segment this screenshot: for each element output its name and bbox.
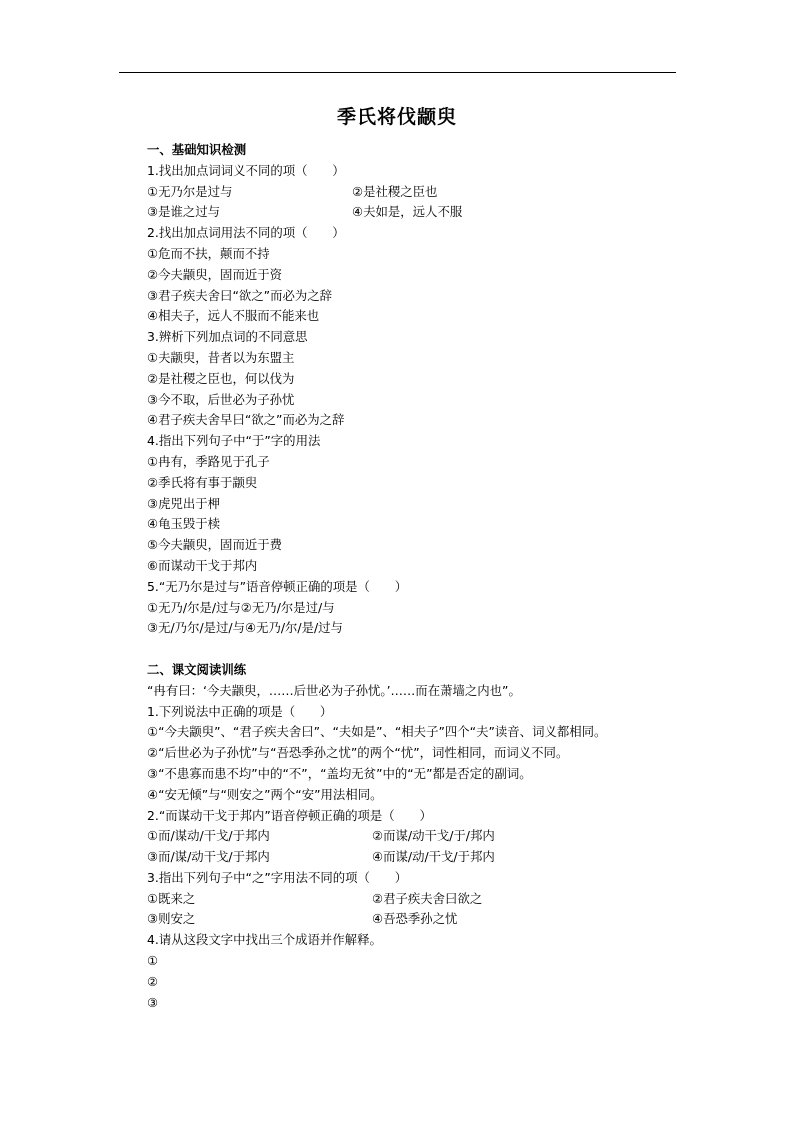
option: ③则安之 — [147, 911, 196, 927]
question-5-stem: 5.“无乃尔是过与”语音停顿正确的项是（ ） — [147, 578, 408, 594]
answer-blank: ① — [147, 953, 159, 969]
option: ①危而不扶，颠而不持 — [147, 245, 270, 261]
page-title: 季氏将伐颛臾 — [336, 106, 457, 128]
answer-blank: ③ — [147, 994, 159, 1010]
option: ①夫颛臾，昔者以为东盟主 — [147, 349, 295, 365]
option: ③而/谋/动干戈/于邦内 — [147, 849, 270, 865]
reading-question-1-stem: 1.下列说法中正确的项是（ ） — [147, 703, 333, 719]
reading-passage: “冉有曰：‘今夫颛臾，……后世必为子孙忧。’……而在萧墙之内也”。 — [147, 682, 521, 698]
document-body — [147, 140, 707, 1013]
option: ①而/谋动/干戈/于邦内 — [147, 828, 270, 844]
reading-question-2-options-row-2 — [147, 847, 707, 868]
option: ③今不取，后世必为子孙忧 — [147, 391, 295, 407]
option: ④君子疾夫舍早曰“欲之”而必为之辞 — [147, 412, 345, 428]
option: ②君子疾夫舍曰欲之 — [372, 890, 483, 906]
question-4-stem: 4.指出下列句子中“于”字的用法 — [147, 433, 321, 449]
reading-question-2-options-row-1 — [147, 826, 707, 847]
option: ②而谋/动干戈/于/邦内 — [372, 828, 495, 844]
header-rule — [119, 72, 676, 73]
reading-question-4-stem: 4.请从这段文字中找出三个成语并作解释。 — [147, 932, 382, 948]
option: ②是社稷之臣也，何以伐为 — [147, 370, 295, 386]
option: ⑤今夫颛臾，固而近于费 — [147, 537, 283, 553]
option: ①冉有，季路见于孔子 — [147, 453, 270, 469]
option: ①“今夫颛臾”、“君子疾夫舍曰”、“夫如是”、“相夫子”四个“夫”读音、词义都相同。 — [147, 724, 607, 740]
option: ③虎兕出于柙 — [147, 495, 221, 511]
option: ④龟玉毁于椟 — [147, 516, 221, 532]
section1-heading: 一、基础知识检测 — [147, 142, 247, 157]
option: ④夫如是，远人不服 — [352, 204, 463, 220]
question-3-stem: 3.辨析下列加点词的不同意思 — [147, 329, 308, 345]
option: ④而谋/动/干戈/于邦内 — [372, 849, 495, 865]
option: ③“不患寡而患不均”中的“不”，“盖均无贫”中的“无”都是否定的副词。 — [147, 765, 532, 781]
question-1-stem: 1.找出加点词词义不同的项（ ） — [147, 162, 345, 178]
option: ⑥而谋动干戈于邦内 — [147, 557, 258, 573]
option: ②“后世必为子孙忧”与“吾恐季孙之忧”的两个“忧”，词性相同，而词义不同。 — [147, 745, 569, 761]
option: ④相夫子，远人不服而不能来也 — [147, 308, 320, 324]
reading-question-3-options-row-1 — [147, 889, 707, 910]
option: ③无/乃尔/是过/与④无乃/尔/是/过与 — [147, 620, 343, 636]
answer-blank: ② — [147, 973, 159, 989]
reading-question-3-options-row-2 — [147, 909, 707, 930]
option: ③是谁之过与 — [147, 204, 221, 220]
option: ②今夫颛臾，固而近于资 — [147, 266, 283, 282]
option: ④吾恐季孙之忧 — [372, 911, 458, 927]
option: ①无乃/尔是/过与②无乃/尔是过/与 — [147, 599, 335, 615]
question-1-options-row-2 — [147, 202, 707, 223]
reading-question-2-stem: 2.“而谋动干戈于邦内”语音停顿正确的项是（ ） — [147, 807, 432, 823]
option: ①无乃尔是过与 — [147, 183, 233, 199]
option: ②是社稷之臣也 — [352, 183, 438, 199]
question-1-options-row-1 — [147, 182, 707, 203]
option: ②季氏将有事于颛臾 — [147, 474, 258, 490]
option: ①既来之 — [147, 890, 196, 906]
section2-heading: 二、课文阅读训练 — [147, 661, 247, 677]
option: ④“安无倾”与“则安之”两个“安”用法相同。 — [147, 786, 383, 802]
reading-question-3-stem: 3.指出下列句子中“之”字用法不同的项（ ） — [147, 869, 408, 885]
option: ③君子疾夫舍曰“欲之”而必为之辞 — [147, 287, 333, 303]
spacer — [147, 639, 707, 660]
question-2-stem: 2.找出加点词用法不同的项（ ） — [147, 225, 345, 241]
